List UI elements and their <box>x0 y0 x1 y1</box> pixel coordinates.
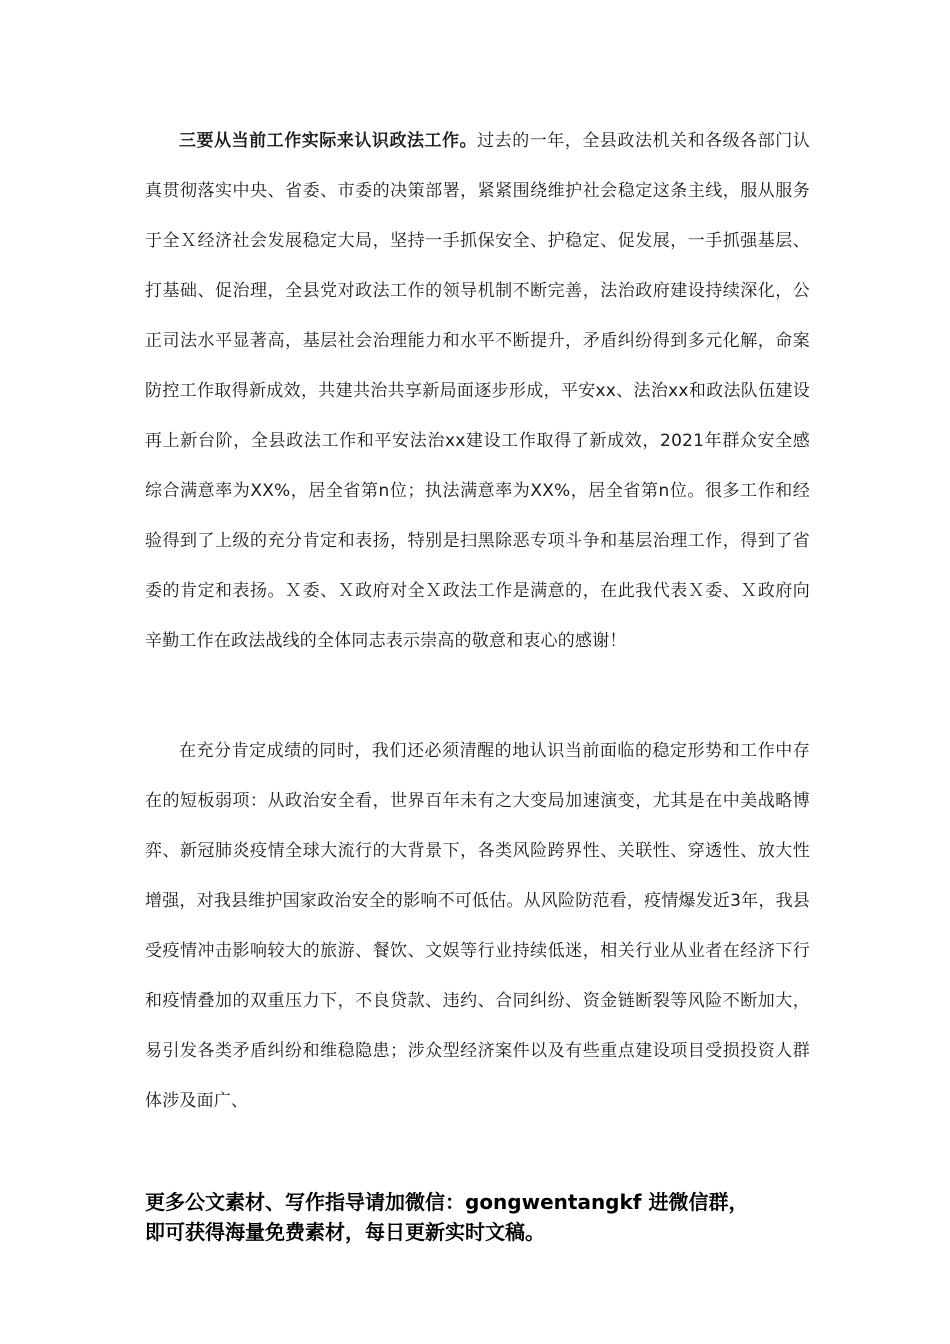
footer-line-2: 即可获得海量免费素材，每日更新实时文稿。 <box>145 1220 545 1244</box>
paragraph-2 <box>145 726 810 1126</box>
paragraph-1 <box>145 116 810 666</box>
footer-promo <box>145 1187 835 1247</box>
paragraph-1-text: 过去的一年，全县政法机关和各级各部门认真贯彻落实中央、省委、市委的决策部署，紧紧围绕维护社会稳定这条主线，服从服务于全Ｘ经济社会发展稳定大局，坚持一手抓保安全、护稳定、促发展，一手抓强基层、打基础、促治理，全县党对政法工作的领导机制不断完善，法治政府建设持续深化，公正司法水平显著高，基层社会治理能力和水平不断提升，矛盾纠纷得到多元化解，命案防控工作取得新成效，共建共治共享新局面逐步形成，平安xx、法治xx和政法队伍建设再上新台阶，全县政法工作和平安法治xx建设工作取得了新成效，2021年群众安全感综合满意率为XX%，居全省第n位；执法满意率为XX%，居全省第n位。很多工作和经验得到了上级的充分肯定和表扬，特别是扫黑除恶专项斗争和基层治理工作，得到了省委的肯定和表扬。Ｘ委、Ｘ政府对全Ｘ政法工作是满意的，在此我代表Ｘ委、Ｘ政府向辛勤工作在政法战线的全体同志表示崇高的敬意和衷心的感谢！ <box>145 131 810 651</box>
paragraph-2-text: 在充分肯定成绩的同时，我们还必须清醒的地认识当前面临的稳定形势和工作中存在的短板弱项：从政治安全看，世界百年未有之大变局加速演变，尤其是在中美战略博弈、新冠肺炎疫情全球大流行的大背景下，各类风险跨界性、关联性、穿透性、放大性增强，对我县维护国家政治安全的影响不可低估。从风险防范看，疫情爆发近3年，我县受疫情冲击影响较大的旅游、餐饮、文娱等行业持续低迷，相关行业从业者在经济下行和疫情叠加的双重压力下，不良贷款、违约、合同纠纷、资金链断裂等风险不断加大，易引发各类矛盾纠纷和维稳隐患；涉众型经济案件以及有些重点建设项目受损投资人群体涉及面广、 <box>145 741 810 1111</box>
footer-line-1: 更多公文素材、写作指导请加微信：gongwentangkf 进微信群， <box>145 1190 749 1214</box>
paragraph-1-lead: 三要从当前工作实际来认识政法工作。 <box>179 131 478 151</box>
